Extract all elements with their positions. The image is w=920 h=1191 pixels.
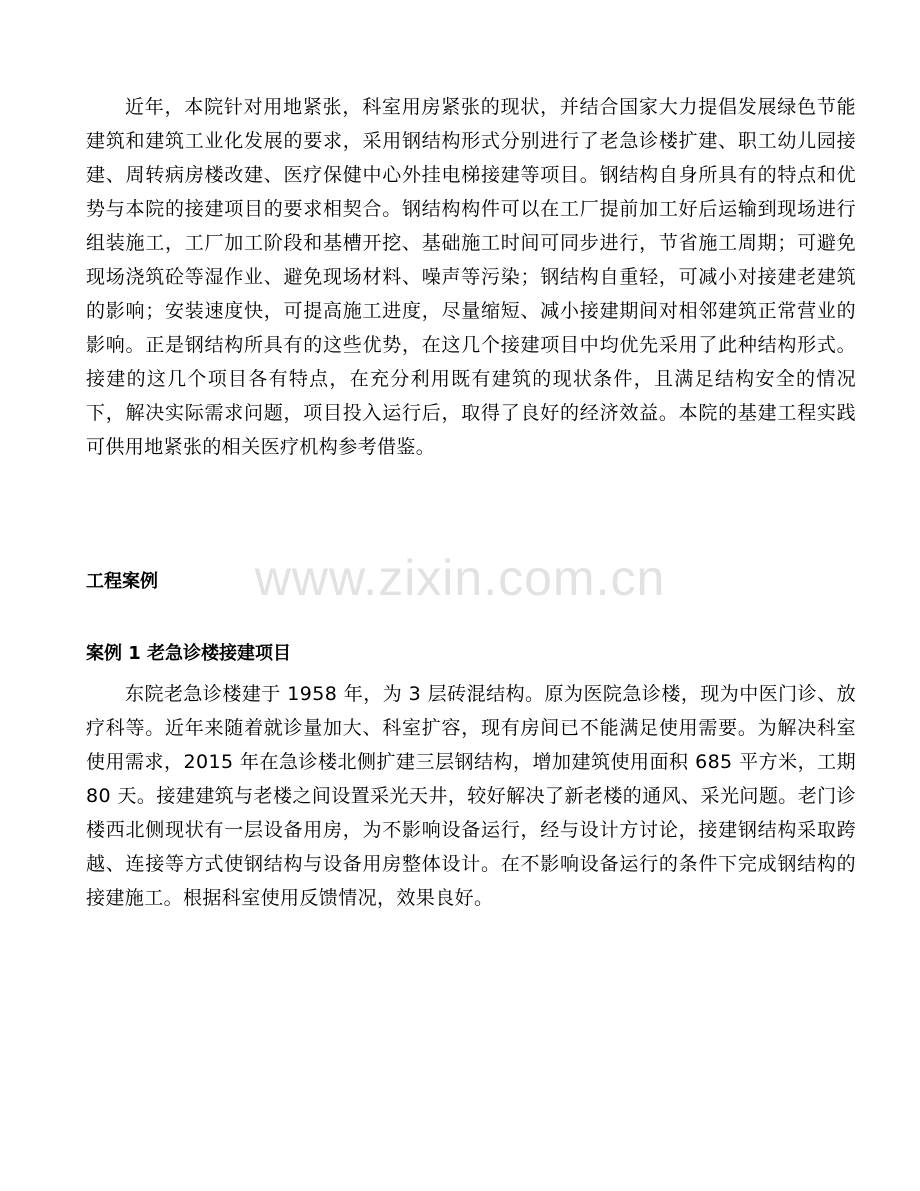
case-heading: 案例 1 老急诊楼接建项目 (86, 643, 292, 664)
intro-paragraph: 近年，本院针对用地紧张，科室用房紧张的现状，并结合国家大力提倡发展绿色节能建筑和建筑工业化发展的要求，采用钢结构形式分别进行了老急诊楼扩建、职工幼儿园接建、周转病房楼改建、医疗保健中心外挂电梯接建等项目。钢结构自身所具有的特点和优势与本院的接建项目的要求相契合。钢结构构件可以在工厂提前加工好后运输到现场进行组装施工，工厂加工阶段和基槽开挖、基础施工时间可同步进行，节省施工周期；可避免现场浇筑砼等湿作业、避免现场材料、噪声等污染；钢结构自重轻，可减小对接建老建筑的影响；安装速度快，可提高施工进度，尽量缩短、减小接建期间对相邻建筑正常营业的影响。正是钢结构所具有的这些优势，在这几个接建项目中均优先采用了此种结构形式。接建的这几个项目各有特点，在充分利用既有建筑的现状条件，且满足结构安全的情况下，解决实际需求问题，项目投入运行后，取得了良好的经济效益。本院的基建工程实践可供用地紧张的相关医疗机构参考借鉴。 (86, 96, 856, 458)
section-heading: 工程案例 (86, 571, 158, 592)
case-paragraph: 东院老急诊楼建于 1958 年，为 3 层砖混结构。原为医院急诊楼，现为中医门诊、放疗科等。近年来随着就诊量加大、科室扩容，现有房间已不能满足使用需要。为解决科室使用需求，2015 年在急诊楼北侧扩建三层钢结构，增加建筑使用面积 685 平方米，工期 80 天。接建建筑与老楼之间设置采光天井，较好解决了新老楼的通风、采光问题。老门诊楼西北侧现状有一层设备用房，为不影响设备运行，经与设计方讨论，接建钢结构采取跨越、连接等方式使钢结构与设备用房整体设计。在不影响设备运行的条件下完成钢结构的接建施工。根据科室使用反馈情况，效果良好。 (86, 683, 856, 909)
watermark-text: www.zixin.com.cn (254, 550, 666, 606)
